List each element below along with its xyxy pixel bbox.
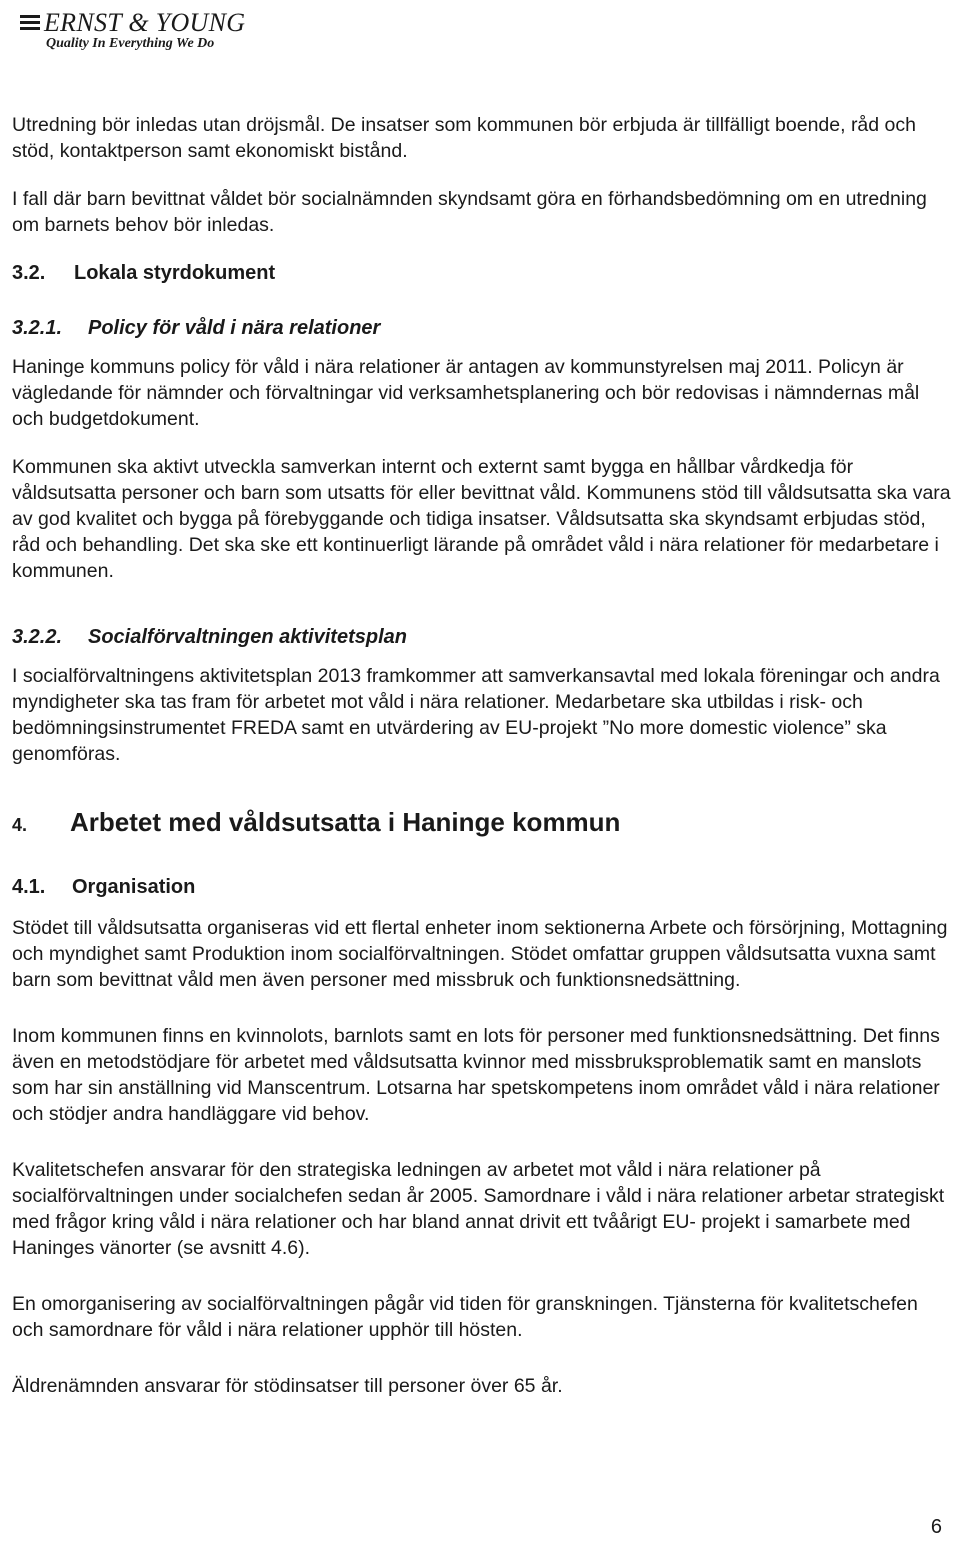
- paragraph: Kommunen ska aktivt utveckla samverkan internt och externt samt bygga en hållbar vårdkedja för våldsutsatta personer och barn som utsatts för eller bevittnat våld. Kommunens stöd till våldsutsatta ska vara av god kvalitet och bygga på förebyggande och tidiga insatser. Våldsutsatta ska skyndsamt erbjudas stöd, råd och behandling. Det ska ske ett kontinuerligt lärande på området våld i nära relationer för medarbetare i kommunen.: [12, 456, 951, 582]
- logo-tagline: Quality In Everything We Do: [46, 36, 215, 51]
- paragraph: I socialförvaltningens aktivitetsplan 2013 framkommer att samverkansavtal med lokala föreningar och andra myndigheter ska tas fram för arbetet mot våld i nära relationer. Medarbetare ska utbildas i risk- och bedömningsinstrumentet FREDA samt en utvärdering av EU-projekt ”No more domestic violence” ska genomföras.: [12, 665, 940, 765]
- paragraph: Stödet till våldsutsatta organiseras vid ett flertal enheter inom sektionerna Arbete och försörjning, Mottagning och myndighet samt Produktion inom socialförvaltningen. Stödet omfattar gruppen våldsutsatta vuxna samt barn som bevittnat våld men även personer med missbruk och funktionsnedsättning.: [12, 917, 948, 991]
- paragraph: I fall där barn bevittnat våldet bör socialnämnden skyndsamt göra en förhandsbedömning om en utredning om barnets behov bör inledas.: [12, 188, 927, 236]
- company-logo: [20, 8, 245, 52]
- paragraph: Inom kommunen finns en kvinnolots, barnlots samt en lots för personer med funktionsnedsättning. Det finns även en metodstödjare för arbetet med våldsutsatta kvinnor med missbruksproblematik samt en manslots som har sin anställning vid Manscentrum. Lotsarna har spetskompetens inom området våld i nära relationer och stödjer andra handläggare vid behov.: [12, 1025, 940, 1125]
- chapter-heading-4: [12, 807, 952, 838]
- section-title: Organisation: [72, 876, 196, 898]
- document-body: [12, 112, 952, 1399]
- section-title: Lokala styrdokument: [74, 262, 276, 284]
- section-heading-3-2-2: [12, 626, 952, 649]
- section-heading-4-1: [12, 876, 952, 899]
- logo-text: ERNST & YOUNG: [44, 8, 246, 37]
- section-title: Policy för våld i nära relationer: [88, 317, 381, 339]
- section-number: 3.2.2.: [12, 626, 63, 648]
- section-number: 3.2.: [12, 262, 46, 284]
- paragraph: Kvalitetschefen ansvarar för den strategiska ledningen av arbetet mot våld i nära relationer på socialförvaltningen under socialchefen sedan år 2005. Samordnare i våld i nära relationer arbetar strategiskt med frågor kring våld i nära relationer och har bland annat drivit ett tvåårigt EU- projekt i samarbete med Haninges vänorter (se avsnitt 4.6).: [12, 1159, 945, 1259]
- paragraph: En omorganisering av socialförvaltningen pågår vid tiden för granskningen. Tjänsterna för kvalitetschefen och samordnare för våld i nära relationer upphör till hösten.: [12, 1293, 918, 1341]
- chapter-number: 4.: [12, 815, 28, 835]
- section-title: Socialförvaltningen aktivitetsplan: [88, 626, 407, 648]
- section-number: 3.2.1.: [12, 317, 63, 339]
- section-number: 4.1.: [12, 876, 46, 898]
- paragraph: Äldrenämnden ansvarar för stödinsatser till personer över 65 år.: [12, 1375, 563, 1397]
- paragraph: Utredning bör inledas utan dröjsmål. De insatser som kommunen bör erbjuda är tillfälligt boende, råd och stöd, kontaktperson samt ekonomiskt bistånd.: [12, 114, 916, 162]
- logo-mark-icon: [20, 13, 40, 33]
- section-heading-3-2: [12, 262, 952, 285]
- paragraph: Haninge kommuns policy för våld i nära relationer är antagen av kommunstyrelsen maj 2011. Policyn är vägledande för nämnder och förvaltningar vid verksamhetsplanering och bör redovisas i nämndernas mål och budgetdokument.: [12, 356, 920, 430]
- section-heading-3-2-1: [12, 317, 952, 340]
- chapter-title: Arbetet med våldsutsatta i Haninge kommun: [70, 807, 621, 837]
- page-number: 6: [930, 1516, 942, 1538]
